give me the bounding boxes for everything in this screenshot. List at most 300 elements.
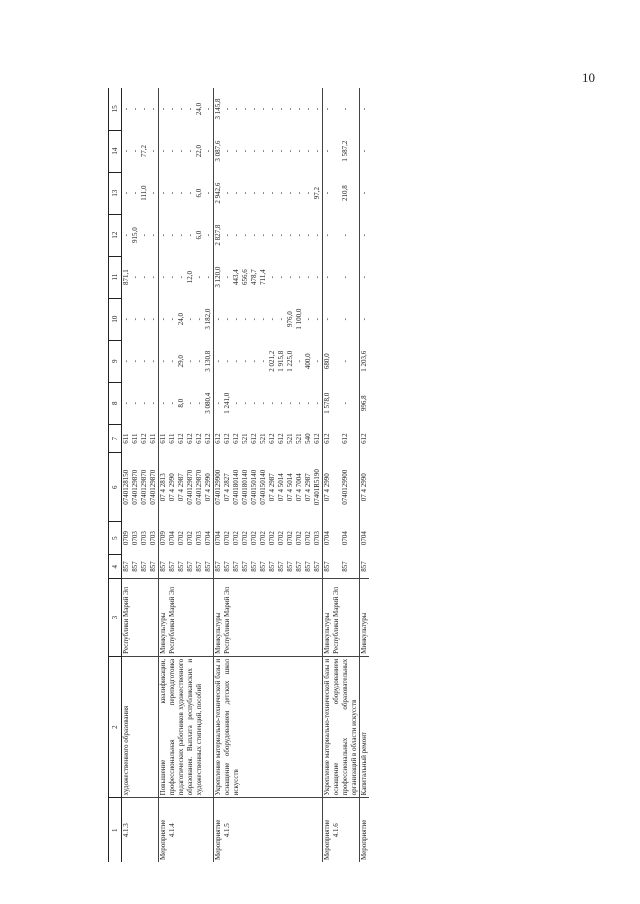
measure-cell	[360, 798, 370, 862]
value-cell: -	[195, 318, 203, 321]
value-cell: -	[250, 360, 258, 363]
code-cell: 0702	[177, 531, 185, 546]
value-cell: 1 203,6	[360, 340, 370, 382]
code-cell: 0704	[204, 531, 212, 546]
code-cell: 0702	[232, 531, 240, 546]
value-cell: 77,2	[140, 144, 148, 158]
value-cell: -	[195, 275, 203, 279]
value-cell: -	[186, 402, 194, 405]
value-cell: -	[259, 360, 267, 363]
value-cell: -	[304, 318, 312, 321]
code-cell: 612	[250, 433, 258, 444]
code-cell: 857	[214, 555, 224, 579]
value-cell: -	[131, 275, 139, 279]
value-cell: -	[232, 233, 240, 237]
value-cell: -	[304, 191, 312, 195]
value-cell: -	[341, 275, 349, 279]
code-cell: 0703	[140, 531, 148, 546]
code-cell: 612	[177, 433, 185, 444]
code-cell: 0702	[241, 531, 249, 546]
code-cell: 857	[250, 555, 259, 579]
value-cell: -	[295, 149, 303, 153]
column-header: 14	[109, 130, 122, 172]
column-header: 8	[109, 382, 122, 424]
code-cell: 857	[360, 555, 370, 579]
value-cell: -	[232, 107, 240, 111]
value-cell: -	[360, 256, 370, 298]
value-cell: -	[214, 382, 224, 424]
value-cell: -	[223, 233, 231, 237]
value-cell: -	[177, 191, 185, 195]
measure-cell	[122, 798, 159, 862]
value-cell: -	[159, 340, 169, 382]
code-cell: 0740129900	[214, 453, 224, 522]
column-header: 3	[109, 579, 122, 656]
value-cell: -	[122, 130, 132, 172]
value-cell: -	[286, 233, 294, 237]
code-cell: 857	[223, 555, 232, 579]
value-cell: -	[186, 107, 194, 111]
value-cell: -	[304, 275, 312, 279]
value-cell: 12,0	[186, 271, 194, 284]
code-cell: 612	[313, 433, 321, 444]
value-cell: -	[140, 233, 148, 237]
code-cell: 612	[323, 424, 342, 453]
value-cell: -	[277, 191, 285, 195]
value-cell: -	[295, 402, 303, 405]
value-cell: -	[122, 172, 132, 214]
value-cell: -	[286, 402, 294, 405]
table-row	[159, 88, 169, 862]
code-cell: 857	[122, 555, 132, 579]
value-cell: -	[159, 130, 169, 172]
value-cell: -	[250, 233, 258, 237]
code-cell: 612	[360, 424, 370, 453]
code-cell: 612	[223, 433, 231, 444]
value-cell: -	[313, 149, 321, 153]
value-cell: -	[149, 233, 157, 237]
code-cell: 0702	[250, 531, 258, 546]
code-cell: 07 4 2990	[323, 453, 342, 522]
code-cell: 612	[277, 433, 285, 444]
code-cell: 0740129870	[131, 469, 139, 505]
code-cell: 0702	[268, 531, 276, 546]
column-header: 15	[109, 88, 122, 130]
value-cell: -	[149, 107, 157, 111]
value-cell: -	[149, 402, 157, 405]
value-cell: -	[250, 149, 258, 153]
value-cell: -	[214, 340, 224, 382]
value-cell: -	[295, 275, 303, 279]
code-cell: 0709	[122, 521, 132, 554]
code-cell: 857	[341, 555, 360, 579]
value-cell: -	[304, 233, 312, 237]
code-cell: 0704	[214, 521, 224, 554]
value-cell: -	[286, 149, 294, 153]
value-cell: -	[140, 360, 148, 363]
value-cell: 22,0	[195, 144, 203, 158]
value-cell: -	[168, 191, 176, 195]
rotated-table-container	[108, 88, 508, 862]
code-cell: 07 4 5014	[277, 473, 285, 502]
table-row	[122, 88, 132, 862]
code-cell: 857	[286, 555, 295, 579]
value-cell: -	[360, 298, 370, 340]
code-cell: 611	[168, 433, 176, 444]
column-header: 9	[109, 340, 122, 382]
value-cell: -	[204, 107, 212, 111]
value-cell: -	[259, 402, 267, 405]
value-cell: -	[122, 382, 132, 424]
column-header: 2	[109, 656, 122, 798]
code-cell: 857	[168, 555, 177, 579]
value-cell: -	[186, 318, 194, 321]
value-cell: -	[268, 233, 276, 237]
value-cell: -	[313, 402, 321, 405]
budget-table	[108, 88, 369, 862]
measure-id: 4.1.5	[223, 823, 231, 838]
value-cell: -	[131, 191, 139, 195]
value-cell: -	[149, 149, 157, 153]
value-cell: -	[277, 149, 285, 153]
value-cell: 1 100,0	[295, 308, 303, 330]
value-cell: -	[168, 360, 176, 363]
code-cell: 07 4 7004	[295, 473, 303, 502]
value-cell: -	[140, 402, 148, 405]
value-cell: -	[286, 107, 294, 111]
column-header: 10	[109, 298, 122, 340]
value-cell: -	[168, 149, 176, 153]
measure-description: Укрепление материально-технической базы и оснащение оборудованием профессиональных образовательных организаций в области искусств	[323, 656, 360, 798]
value-cell: -	[195, 360, 203, 363]
code-cell: 0702	[186, 531, 194, 546]
code-cell: 0702	[304, 531, 312, 546]
value-cell: -	[286, 191, 294, 195]
value-cell: -	[268, 149, 276, 153]
code-cell: 611	[122, 424, 132, 453]
value-cell: -	[223, 149, 231, 153]
value-cell: 2 827,8	[214, 214, 224, 256]
value-cell: -	[241, 107, 249, 111]
value-cell: -	[277, 402, 285, 405]
value-cell: -	[295, 360, 303, 363]
value-cell: -	[232, 149, 240, 153]
value-cell: -	[268, 318, 276, 321]
column-header: 1	[109, 798, 122, 862]
measure-id: 4.1.3	[122, 823, 130, 838]
code-cell: 857	[277, 555, 286, 579]
value-cell: -	[360, 214, 370, 256]
column-header: 6	[109, 453, 122, 522]
value-cell: 1 241,0	[223, 392, 231, 414]
executor-cell: Минкультуры Республики Марий Эл	[323, 579, 360, 656]
value-cell: -	[241, 191, 249, 195]
value-cell: 1 587,2	[341, 140, 349, 162]
value-cell: -	[268, 191, 276, 195]
code-cell: 07 4 5014	[286, 473, 294, 502]
value-cell: -	[159, 298, 169, 340]
value-cell: -	[323, 88, 342, 130]
value-cell: -	[277, 318, 285, 321]
value-cell: 871,1	[122, 256, 132, 298]
value-cell: -	[131, 360, 139, 363]
code-cell: 07 4 2990	[360, 453, 370, 522]
table-row	[214, 88, 224, 862]
value-cell: -	[313, 107, 321, 111]
measure-cell	[214, 798, 323, 862]
value-cell: -	[313, 275, 321, 279]
value-cell: -	[304, 149, 312, 153]
value-cell: -	[313, 318, 321, 321]
value-cell: -	[131, 318, 139, 321]
value-cell: -	[122, 340, 132, 382]
value-cell: -	[268, 275, 276, 279]
value-cell: -	[259, 107, 267, 111]
column-header: 7	[109, 424, 122, 453]
value-cell: -	[204, 233, 212, 237]
value-cell: -	[186, 360, 194, 363]
value-cell: 680,0	[323, 340, 342, 382]
code-cell: 0702	[259, 531, 267, 546]
page-number: 10	[582, 70, 595, 85]
value-cell: -	[159, 172, 169, 214]
value-cell: 2 021,2	[268, 350, 276, 372]
code-cell: 857	[304, 555, 313, 579]
executor-cell: Минкультуры	[360, 579, 370, 656]
measure-description: художественного образования	[122, 656, 159, 798]
value-cell: -	[223, 107, 231, 111]
value-cell: -	[259, 233, 267, 237]
code-cell: 521	[286, 433, 294, 444]
value-cell: -	[250, 191, 258, 195]
value-cell: 3 087,6	[214, 130, 224, 172]
code-cell: 0740150140	[259, 469, 267, 505]
code-cell: 0740180140	[232, 469, 240, 505]
code-cell: 521	[241, 433, 249, 444]
value-cell: -	[295, 191, 303, 195]
value-cell: -	[232, 402, 240, 405]
value-cell: -	[140, 275, 148, 279]
code-cell: 612	[268, 433, 276, 444]
code-cell: 07 4 2987	[304, 473, 312, 502]
value-cell: -	[304, 107, 312, 111]
value-cell: -	[323, 298, 342, 340]
value-cell: -	[149, 360, 157, 363]
value-cell: 8,0	[177, 398, 185, 408]
value-cell: -	[131, 107, 139, 111]
value-cell: 478,7	[250, 269, 258, 286]
code-cell: 611	[131, 433, 139, 444]
value-cell: -	[341, 318, 349, 321]
value-cell: -	[360, 88, 370, 130]
code-cell: 0740129870	[149, 469, 157, 505]
code-cell: 0702	[295, 531, 303, 546]
code-cell: 0702	[277, 531, 285, 546]
measure-cell	[159, 798, 214, 862]
value-cell: -	[186, 191, 194, 195]
value-cell: 976,0	[286, 311, 294, 328]
value-cell: -	[223, 318, 231, 321]
value-cell: -	[232, 360, 240, 363]
code-cell: 0702	[286, 531, 294, 546]
value-cell: -	[177, 149, 185, 153]
code-cell: 857	[268, 555, 277, 579]
value-cell: 3 080,4	[204, 392, 212, 414]
value-cell: -	[168, 275, 176, 279]
value-cell: 24,0	[177, 313, 185, 326]
value-cell: -	[159, 214, 169, 256]
value-cell: -	[223, 275, 231, 279]
code-cell: 0709	[159, 521, 169, 554]
measure-description: Повышение квалификации, профессиональная переподготовка педагогических работников художественного образования. Выплата республиканских и художественных стипендий, пособий	[159, 656, 214, 798]
value-cell: -	[323, 214, 342, 256]
value-cell: 711,4	[259, 269, 267, 285]
code-cell: 07 4 2827	[223, 473, 231, 502]
measure-label: Мероприятие	[159, 819, 167, 860]
code-cell: 0702	[223, 531, 231, 546]
value-cell: 97,2	[313, 187, 321, 200]
value-cell: -	[149, 275, 157, 279]
value-cell: -	[186, 149, 194, 153]
value-cell: -	[341, 233, 349, 237]
code-cell: 612	[341, 433, 349, 444]
value-cell: -	[250, 402, 258, 405]
value-cell: -	[250, 107, 258, 111]
value-cell: -	[360, 130, 370, 172]
value-cell: -	[177, 275, 185, 279]
code-cell: 857	[295, 555, 304, 579]
code-cell: 611	[149, 433, 157, 444]
code-cell: 0704	[168, 531, 176, 546]
measure-cell	[323, 798, 360, 862]
code-cell: 612	[140, 433, 148, 444]
value-cell: -	[159, 382, 169, 424]
code-cell: 857	[232, 555, 241, 579]
code-cell: 857	[259, 555, 268, 579]
value-cell: -	[304, 402, 312, 405]
value-cell: -	[131, 149, 139, 153]
value-cell: 915,0	[131, 227, 139, 244]
value-cell: -	[295, 233, 303, 237]
value-cell: -	[149, 318, 157, 321]
value-cell: -	[241, 233, 249, 237]
code-cell: 611	[159, 424, 169, 453]
value-cell: 3 182,0	[204, 308, 212, 330]
value-cell: -	[313, 360, 321, 363]
value-cell: -	[259, 191, 267, 195]
code-cell: 07 4 2813	[159, 453, 169, 522]
value-cell: 6,0	[195, 188, 203, 198]
executor-cell: Республики Марий Эл	[122, 579, 159, 656]
value-cell: -	[168, 402, 176, 405]
table-row	[323, 88, 342, 862]
value-cell: -	[168, 233, 176, 237]
value-cell: -	[149, 191, 157, 195]
code-cell: 07 4 2987	[177, 473, 185, 502]
value-cell: -	[323, 130, 342, 172]
value-cell: -	[232, 191, 240, 195]
value-cell: -	[323, 172, 342, 214]
value-cell: -	[241, 360, 249, 363]
code-cell: 0740129870	[195, 469, 203, 505]
code-cell: 857	[204, 555, 214, 579]
value-cell: -	[295, 107, 303, 111]
code-cell: 857	[323, 555, 342, 579]
value-cell: -	[268, 402, 276, 405]
value-cell: -	[140, 107, 148, 111]
value-cell: -	[323, 256, 342, 298]
code-cell: 857	[149, 555, 159, 579]
code-cell: 07 4 2990	[168, 473, 176, 502]
measure-label: Мероприятие	[323, 819, 331, 860]
code-cell: 0740129870	[186, 469, 194, 505]
value-cell: -	[223, 360, 231, 363]
code-cell: 07 4 2987	[268, 473, 276, 502]
code-cell: 857	[195, 555, 204, 579]
code-cell: 857	[313, 555, 323, 579]
value-cell: -	[286, 275, 294, 279]
column-header: 12	[109, 214, 122, 256]
value-cell: -	[204, 275, 212, 279]
value-cell: -	[204, 191, 212, 195]
value-cell: -	[259, 149, 267, 153]
code-cell: 857	[159, 555, 169, 579]
value-cell: -	[277, 275, 285, 279]
value-cell: -	[159, 88, 169, 130]
value-cell: -	[360, 172, 370, 214]
value-cell: 996,8	[360, 382, 370, 424]
code-cell: 612	[195, 433, 203, 444]
measure-label: Мероприятие	[214, 819, 222, 860]
code-cell: 0704	[341, 531, 349, 546]
value-cell: 2 942,6	[214, 172, 224, 214]
value-cell: -	[268, 107, 276, 111]
value-cell: -	[250, 318, 258, 321]
code-cell: 857	[177, 555, 186, 579]
value-cell: -	[195, 402, 203, 405]
code-cell: 0740128150	[122, 453, 132, 522]
code-cell: 857	[241, 555, 250, 579]
value-cell: -	[259, 318, 267, 321]
value-cell: -	[341, 107, 349, 111]
executor-cell: Минкультуры Республики Марий Эл	[214, 579, 323, 656]
code-cell: 612	[214, 424, 224, 453]
value-cell: 6,0	[195, 230, 203, 240]
value-cell: -	[214, 298, 224, 340]
value-cell: 656,6	[241, 269, 249, 286]
value-cell: 29,0	[177, 355, 185, 368]
value-cell: 3 145,8	[214, 88, 224, 130]
value-cell: -	[122, 298, 132, 340]
value-cell: -	[341, 402, 349, 405]
column-header: 4	[109, 555, 122, 579]
code-cell: 0703	[131, 531, 139, 546]
value-cell: -	[159, 256, 169, 298]
value-cell: -	[241, 402, 249, 405]
code-cell: 612	[204, 433, 212, 444]
value-cell: 1 915,8	[277, 350, 285, 372]
code-cell: 857	[140, 555, 149, 579]
value-cell: 1 225,0	[286, 350, 294, 372]
measure-description: Укрепление материально-технической базы и оснащение оборудованием детских школ искусств	[214, 656, 323, 798]
value-cell: -	[277, 107, 285, 111]
code-cell: 0740129870	[140, 469, 148, 505]
value-cell: 210,8	[341, 185, 349, 201]
value-cell: -	[122, 214, 132, 256]
value-cell: -	[277, 233, 285, 237]
code-cell: 0740180140	[241, 469, 249, 505]
code-cell: 612	[186, 433, 194, 444]
